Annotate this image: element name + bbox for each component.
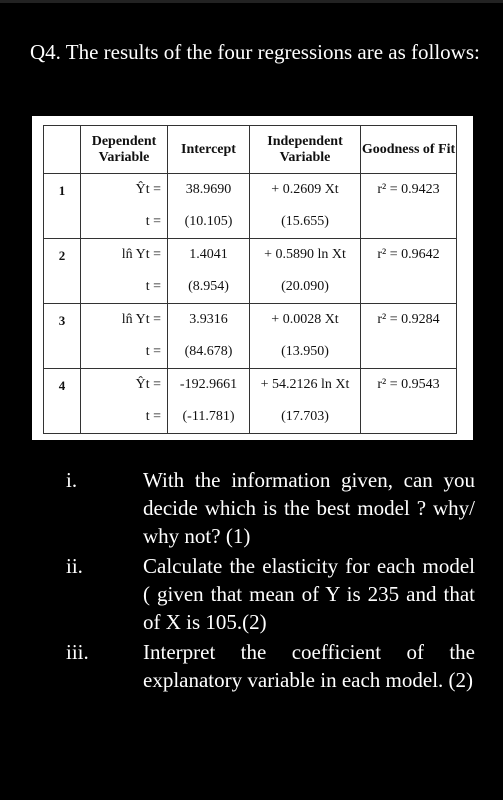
independent-cell: + 0.5890 ln Xt xyxy=(250,239,361,272)
header-num xyxy=(44,126,81,174)
t-intercept: (10.105) xyxy=(168,206,250,239)
header-dependent: Dependent Variable xyxy=(81,126,168,174)
regression-table xyxy=(43,125,457,434)
row-number: 1 xyxy=(44,174,81,239)
header-independent: Independent Variable xyxy=(250,126,361,174)
table-row-tstats xyxy=(44,401,457,434)
independent-cell: + 54.2126 ln Xt xyxy=(250,369,361,402)
t-fit-empty xyxy=(361,271,457,304)
subquestion-number: ii. xyxy=(66,554,83,578)
fit-cell: r² = 0.9423 xyxy=(361,174,457,207)
t-label: t = xyxy=(81,206,168,239)
intercept-cell: 3.9316 xyxy=(168,304,250,337)
row-number: 4 xyxy=(44,369,81,434)
regression-table-image xyxy=(32,116,473,440)
t-fit-empty xyxy=(361,206,457,239)
t-label: t = xyxy=(81,271,168,304)
t-independent: (20.090) xyxy=(250,271,361,304)
subquestion-text: Interpret the coefficient of the explanatory variable in each model. (2) xyxy=(143,640,475,692)
table-row xyxy=(44,174,457,207)
dependent-cell: Ŷt = xyxy=(81,174,168,207)
dependent-cell: ln̂ Yt = xyxy=(81,304,168,337)
intercept-cell: 1.4041 xyxy=(168,239,250,272)
t-independent: (13.950) xyxy=(250,336,361,369)
t-independent: (17.703) xyxy=(250,401,361,434)
t-fit-empty xyxy=(361,401,457,434)
table-row xyxy=(44,304,457,337)
intercept-cell: 38.9690 xyxy=(168,174,250,207)
t-independent: (15.655) xyxy=(250,206,361,239)
dependent-cell: ln̂ Yt = xyxy=(81,239,168,272)
header-goodness: Goodness of Fit xyxy=(361,126,457,174)
fit-cell: r² = 0.9642 xyxy=(361,239,457,272)
t-fit-empty xyxy=(361,336,457,369)
independent-cell: + 0.2609 Xt xyxy=(250,174,361,207)
t-label: t = xyxy=(81,401,168,434)
table-row xyxy=(44,239,457,272)
row-number: 3 xyxy=(44,304,81,369)
table-row xyxy=(44,369,457,402)
row-number: 2 xyxy=(44,239,81,304)
question-title: Q4. The results of the four regressions are as follows: xyxy=(30,40,480,64)
fit-cell: r² = 0.9543 xyxy=(361,369,457,402)
dependent-cell: Ŷt = xyxy=(81,369,168,402)
t-intercept: (84.678) xyxy=(168,336,250,369)
subquestion-text: Calculate the elasticity for each model ( given that mean of Y is 235 and that of X is 105.(2) xyxy=(143,554,475,634)
intercept-cell: -192.9661 xyxy=(168,369,250,402)
independent-cell: + 0.0028 Xt xyxy=(250,304,361,337)
subquestion-number: iii. xyxy=(66,640,89,664)
table-row-tstats xyxy=(44,206,457,239)
top-border xyxy=(0,0,503,3)
t-intercept: (8.954) xyxy=(168,271,250,304)
subquestion-text: With the information given, can you decide which is the best model ? why/ why not? (1) xyxy=(143,468,475,548)
t-label: t = xyxy=(81,336,168,369)
fit-cell: r² = 0.9284 xyxy=(361,304,457,337)
table-row-tstats xyxy=(44,336,457,369)
header-intercept: Intercept xyxy=(168,126,250,174)
table-header-row xyxy=(44,126,457,174)
table-row-tstats xyxy=(44,271,457,304)
t-intercept: (-11.781) xyxy=(168,401,250,434)
subquestion-number: i. xyxy=(66,468,78,492)
